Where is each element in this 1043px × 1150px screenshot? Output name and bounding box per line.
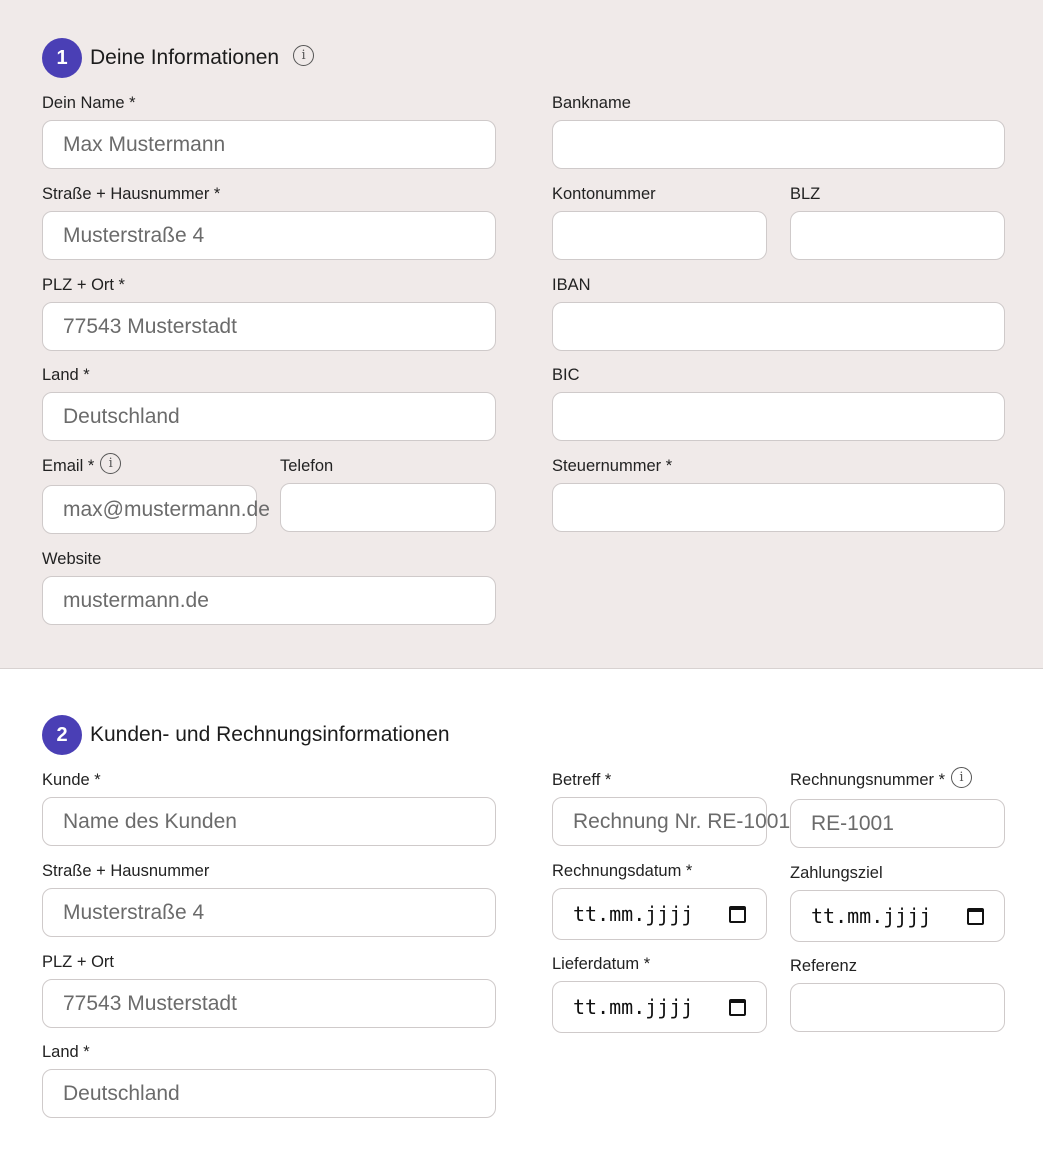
- reference-label: [790, 957, 857, 976]
- section-title: Deine Informationen: [90, 46, 280, 69]
- label-text: BLZ: [790, 185, 821, 203]
- section-title: Kunden- und Rechnungsinformationen: [90, 723, 450, 746]
- account-number-input[interactable]: [552, 211, 767, 260]
- calendar-icon[interactable]: [729, 999, 746, 1016]
- calendar-icon[interactable]: [729, 906, 746, 923]
- label-text: Straße + Hausnummer *: [42, 185, 221, 203]
- label-text: Steuernummer *: [552, 457, 673, 475]
- label-text: Bankname: [552, 94, 631, 112]
- delivery-date-date-input[interactable]: [552, 981, 767, 1033]
- input-value: mustermann.de: [63, 588, 209, 612]
- due-date-date-input[interactable]: [790, 890, 1005, 942]
- bic-label: [552, 366, 580, 385]
- calendar-icon[interactable]: [967, 908, 984, 925]
- customer-country-label: [42, 1043, 90, 1062]
- iban-input[interactable]: [552, 302, 1005, 351]
- label-text: PLZ + Ort *: [42, 276, 125, 294]
- input-value: max@mustermann.de: [63, 497, 270, 521]
- input-value: Name des Kunden: [63, 809, 237, 833]
- label-text: Straße + Hausnummer: [42, 862, 210, 880]
- label-text: Email *: [42, 457, 95, 475]
- phone-label: [280, 457, 333, 476]
- tax-number-label: [552, 457, 672, 476]
- label-text: Rechnungsnummer *: [790, 771, 945, 789]
- customer-street-label: [42, 862, 209, 881]
- input-value: Musterstraße 4: [63, 223, 205, 247]
- due-date-label: [790, 864, 883, 883]
- blz-input[interactable]: [790, 211, 1005, 260]
- country-label: [42, 366, 90, 385]
- label-text: Betreff *: [552, 771, 612, 789]
- label-text: Rechnungsdatum *: [552, 862, 693, 880]
- account-number-label: [552, 185, 656, 204]
- name-input[interactable]: [42, 120, 496, 169]
- label-text: Referenz: [790, 957, 857, 975]
- delivery-date-label: [552, 955, 650, 974]
- customer-country-input[interactable]: [42, 1069, 496, 1118]
- info-icon[interactable]: i: [951, 767, 972, 788]
- input-value: tt.mm.jjjj: [811, 904, 932, 928]
- label-text: Zahlungsziel: [790, 864, 883, 882]
- tax-number-input[interactable]: [552, 483, 1005, 532]
- invoice-date-label: [552, 862, 692, 881]
- website-input[interactable]: [42, 576, 496, 625]
- subject-input[interactable]: [552, 797, 791, 846]
- street-label: [42, 185, 220, 204]
- customer-zip-city-label: [42, 953, 114, 972]
- input-value: Max Mustermann: [63, 132, 226, 156]
- zip-city-input[interactable]: [42, 302, 496, 351]
- section-header: [42, 715, 450, 755]
- email-label: [42, 457, 121, 476]
- email-input[interactable]: [42, 485, 270, 534]
- name-label: [42, 94, 136, 113]
- input-value: tt.mm.jjjj: [573, 995, 694, 1019]
- invoice-date-date-input[interactable]: [552, 888, 767, 940]
- bank-name-label: [552, 94, 631, 113]
- label-text: Dein Name *: [42, 94, 136, 112]
- input-value: 77543 Musterstadt: [63, 991, 237, 1015]
- customer-label: [42, 771, 101, 790]
- zip-city-label: [42, 276, 125, 295]
- step-badge: 2: [42, 715, 82, 755]
- input-value: Deutschland: [63, 1081, 180, 1105]
- label-text: Kunde *: [42, 771, 101, 789]
- input-value: RE-1001: [811, 811, 894, 835]
- phone-input[interactable]: [280, 483, 496, 532]
- input-value: tt.mm.jjjj: [573, 902, 694, 926]
- section-header: [42, 38, 314, 78]
- subject-label: [552, 771, 611, 790]
- reference-input[interactable]: [790, 983, 1005, 1032]
- blz-label: [790, 185, 820, 204]
- label-text: Kontonummer: [552, 185, 656, 203]
- customer-zip-city-input[interactable]: [42, 979, 496, 1028]
- info-icon[interactable]: i: [100, 453, 121, 474]
- country-input[interactable]: [42, 392, 496, 441]
- customer-street-input[interactable]: [42, 888, 496, 937]
- input-value: Deutschland: [63, 404, 180, 428]
- invoice-number-label: [790, 771, 972, 790]
- street-input[interactable]: [42, 211, 496, 260]
- input-value: 77543 Musterstadt: [63, 314, 237, 338]
- customer-input[interactable]: [42, 797, 496, 846]
- invoice-number-input[interactable]: [790, 799, 1005, 848]
- label-text: BIC: [552, 366, 580, 384]
- bic-input[interactable]: [552, 392, 1005, 441]
- label-text: Land *: [42, 1043, 90, 1061]
- bank-name-input[interactable]: [552, 120, 1005, 169]
- input-value: Rechnung Nr. RE-1001: [573, 809, 791, 833]
- website-label: [42, 550, 101, 569]
- label-text: IBAN: [552, 276, 591, 294]
- label-text: Land *: [42, 366, 90, 384]
- info-icon[interactable]: i: [293, 45, 314, 66]
- label-text: Website: [42, 550, 102, 568]
- label-text: Lieferdatum *: [552, 955, 651, 973]
- iban-label: [552, 276, 591, 295]
- label-text: Telefon: [280, 457, 334, 475]
- section-customer-invoice: [0, 669, 1043, 1150]
- input-value: Musterstraße 4: [63, 900, 205, 924]
- step-badge: 1: [42, 38, 82, 78]
- label-text: PLZ + Ort: [42, 953, 114, 971]
